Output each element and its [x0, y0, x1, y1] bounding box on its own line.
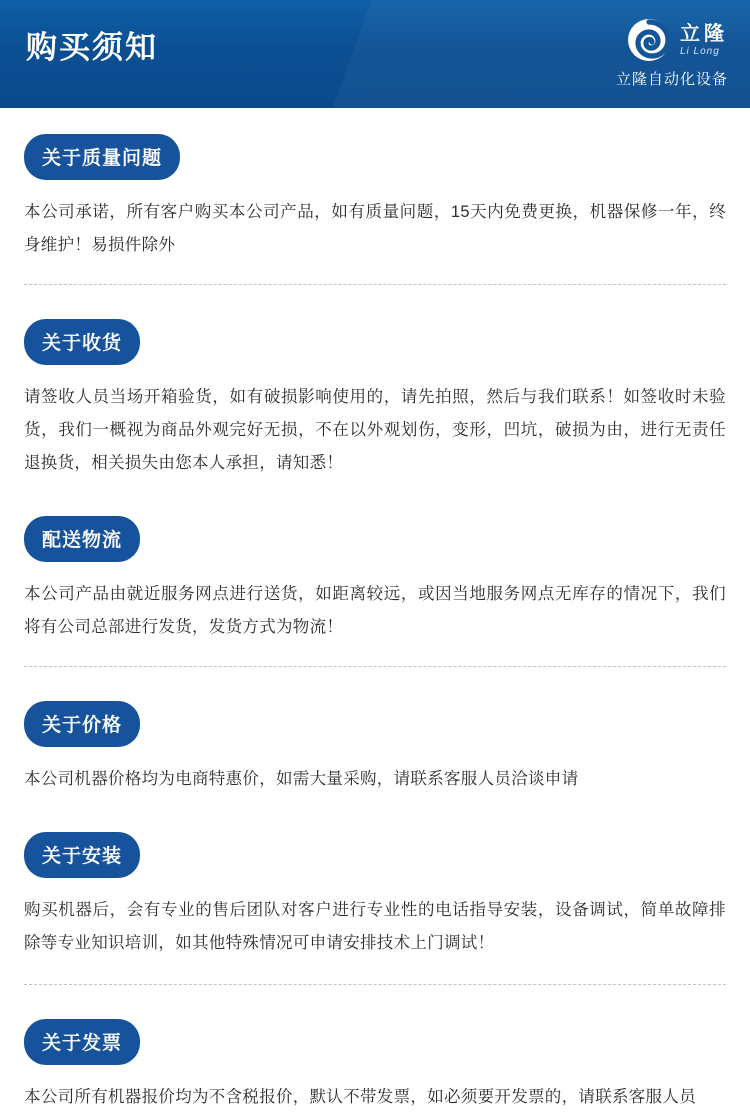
- section-installation: [24, 806, 726, 960]
- section-divider: [24, 984, 726, 985]
- section-heading-quality: 关于质量问题: [24, 134, 180, 180]
- section-body-quality: 本公司承诺，所有客户购买本公司产品，如有质量问题，15天内免费更换，机器保修一年，终身维护！易损件除外: [24, 203, 726, 254]
- section-heading-installation: 关于安装: [24, 832, 140, 878]
- brand-lockup: [627, 18, 728, 62]
- page-header-banner: [0, 0, 750, 108]
- section-price: [24, 675, 726, 796]
- section-divider: [24, 666, 726, 667]
- section-body-price: 本公司机器价格均为电商特惠价，如需大量采购，请联系客服人员洽谈申请: [24, 770, 579, 788]
- brand-tagline: 立隆自动化设备: [615, 71, 728, 88]
- section-heading-price: 关于价格: [24, 701, 140, 747]
- brand-name-block: [680, 24, 728, 57]
- section-invoice: [24, 993, 726, 1114]
- page-title: 购买须知: [26, 30, 158, 65]
- section-heading-invoice: 关于发票: [24, 1019, 140, 1065]
- section-receiving: [24, 293, 726, 480]
- section-body-invoice: 本公司所有机器报价均为不含税报价，默认不带发票，如必须要开发票的，请联系客服人员: [24, 1088, 696, 1106]
- section-heading-logistics: 配送物流: [24, 516, 140, 562]
- section-quality: [24, 108, 726, 262]
- section-heading-receiving: 关于收货: [24, 319, 140, 365]
- section-logistics: [24, 490, 726, 644]
- brand-name-en: Li Long: [680, 45, 720, 57]
- brand-name-cn: 立隆: [680, 22, 728, 45]
- spiral-swirl-logo-icon: [627, 18, 671, 62]
- notice-sections: [0, 108, 750, 1114]
- section-body-receiving: 请签收人员当场开箱验货，如有破损影响使用的，请先拍照，然后与我们联系！如签收时未验货，我们一概视为商品外观完好无损，不在以外观划伤，变形，凹坑，破损为由，进行无责任退换货，相关损失由您本人承担，请知悉！: [24, 388, 726, 472]
- section-spacer: [24, 796, 726, 806]
- section-spacer: [24, 480, 726, 490]
- section-body-installation: 购买机器后，会有专业的售后团队对客户进行专业性的电话指导安装，设备调试，简单故障排除等专业知识培训，如其他特殊情况可申请安排技术上门调试！: [24, 901, 726, 952]
- section-divider: [24, 284, 726, 285]
- section-body-logistics: 本公司产品由就近服务网点进行送货，如距离较远，或因当地服务网点无库存的情况下，我们将有公司总部进行发货，发货方式为物流！: [24, 585, 726, 636]
